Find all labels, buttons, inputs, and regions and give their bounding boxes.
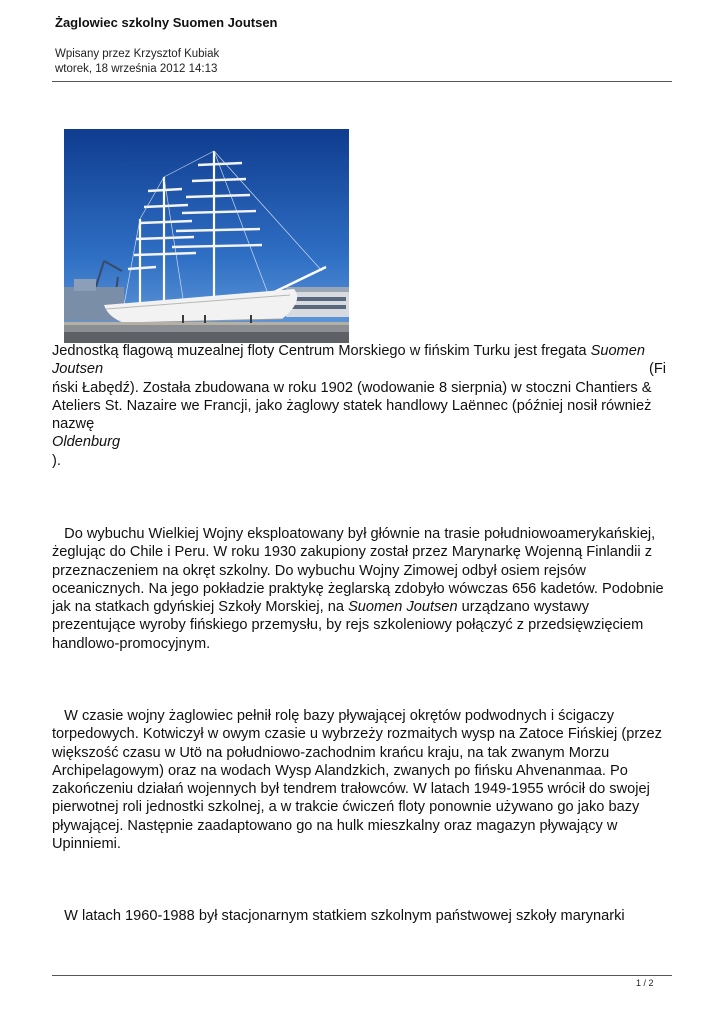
p1-line-1: Jednostką flagową muzealnej floty Centrum Morskiego w fińskim Turku jest fregata Suomen [52, 343, 645, 359]
p2-line-2: żeglując do Chile i Peru. W roku 1930 zakupiony został przez Marynarkę Wojenną Finlandii z [52, 544, 652, 561]
paragraph-3 [52, 707, 666, 853]
p3-line-7: pływającej. Następnie zaadaptowano go na hulk mieszkalny oraz magazyn pływający w [52, 817, 618, 834]
p2-line-3: przeznaczeniem na okręt szkolny. Do wybuchu Wojny Zimowej odbył osiem rejsów [52, 562, 586, 579]
p1-line-4: Ateliers St. Nazaire we Francji, jako żaglowy statek handlowy Laënnec (później nosił również [52, 397, 652, 414]
p1-line-2: Joutsen (Fi [52, 361, 666, 378]
p3-line-2: torpedowych. Kotwiczył w owym czasie u wybrzeży rozmaitych wysp na Zatoce Fińskiej (przez [52, 726, 662, 743]
header-divider [52, 81, 672, 82]
p3-line-8: Upinniemi. [52, 836, 121, 853]
p1-line-3: ński Łabędź). Została zbudowana w roku 1902 (wodowanie 8 sierpnia) w stoczni Chantiers & [52, 379, 652, 396]
p3-line-5: zakończeniu działań wojennych był tendrem trałowców. W latach 1949-1955 wrócił do swojej [52, 781, 650, 798]
paragraph-4 [52, 907, 666, 925]
footer-divider [52, 975, 672, 976]
p2-line-6: prezentujące wyroby fińskiego przemysłu, by rejs szkoleniowy połączyć z przedsięwzięciem [52, 617, 644, 634]
ship-name: Suomen [590, 343, 645, 359]
p2-line-7: handlowo-promocyjnym. [52, 635, 211, 652]
p1-line-5: nazwę [52, 416, 95, 433]
date-line: wtorek, 18 września 2012 14:13 [55, 63, 218, 75]
p3-line-3: większość czasu w Utö na południowo-zachodnim krańcu kraju, na tak zwanym Morzu [52, 744, 610, 761]
page-number: 1 / 2 [636, 978, 654, 988]
paragraph-2 [52, 525, 666, 653]
p2-line-5: jak na statkach gdyńskiej Szkoły Morskiej, na Suomen Joutsen urządzano wystawy [52, 599, 589, 616]
p1-line-7: ). [52, 452, 61, 469]
article-meta [55, 47, 219, 77]
author-line: Wpisany przez Krzysztof Kubiak [55, 48, 220, 60]
article-title: Żaglowiec szkolny Suomen Joutsen [55, 15, 278, 30]
paragraph-1 [52, 342, 666, 470]
p4-line-1: W latach 1960-1988 był stacjonarnym statkiem szkolnym państwowej szkoły marynarki [52, 908, 625, 924]
p1-line-6: Oldenburg [52, 434, 121, 451]
p2-line-4: oceanicznych. Na jego pokładzie praktykę żeglarską zdobyło wówczas 656 kadetów. Podobnie [52, 580, 664, 597]
p3-line-6: pierwotnej roli jednostki szkolnej, a w trakcie ćwiczeń floty ponownie używano go jako bazy [52, 799, 640, 816]
p3-line-4: Archipelagowym) oraz na wodach Wysp Alandzkich, zwanych po fińsku Ahvenanmaa. Po [52, 762, 628, 779]
ship-photo [64, 129, 349, 343]
p3-line-1: W czasie wojny żaglowiec pełnił rolę bazy pływającej okrętów podwodnych i ścigaczy [52, 708, 615, 724]
p2-line-1: Do wybuchu Wielkiej Wojny eksploatowany był głównie na trasie południowoamerykańskiej, [52, 526, 656, 542]
